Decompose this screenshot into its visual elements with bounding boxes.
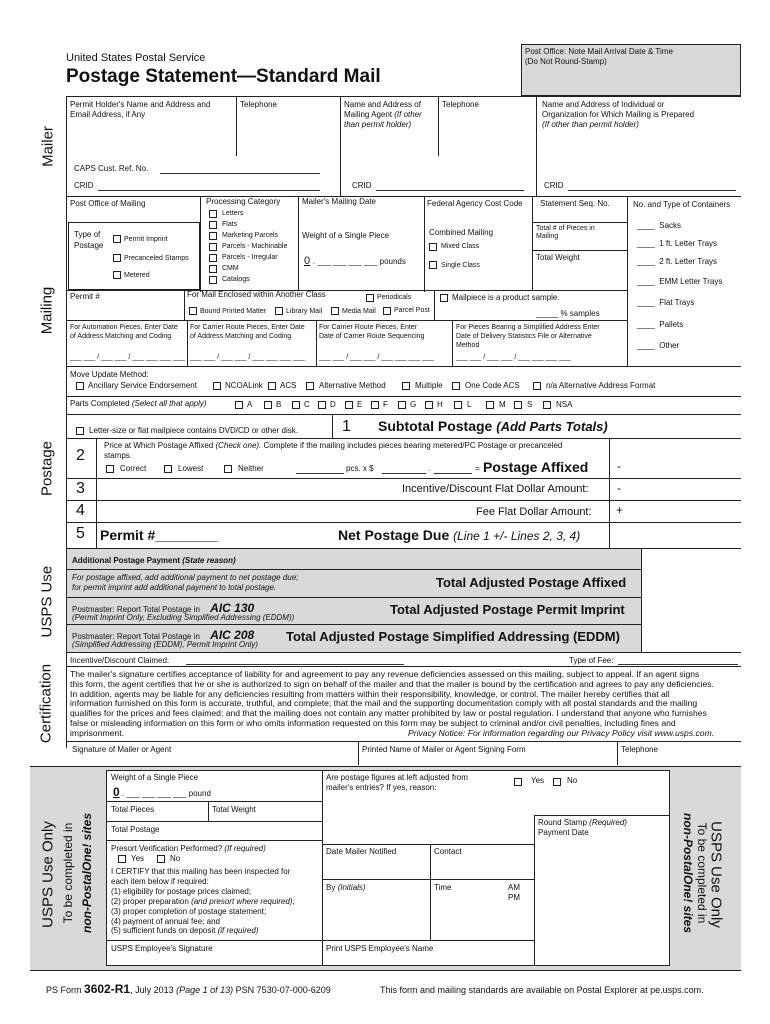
rule [532, 250, 627, 251]
lowest-label: Lowest [178, 464, 204, 473]
total-pieces-label-1: Total # of Pieces in [536, 225, 595, 232]
cert-line: false or misleading information on this form or who omits information requested on this form may be subject to criminal and/or civil penalties, including fines and [70, 717, 676, 728]
media-mail-checkbox[interactable] [331, 307, 339, 315]
rule [534, 815, 535, 966]
line-1-number: 1 [342, 418, 351, 435]
part-s-checkbox[interactable] [514, 401, 522, 409]
crid-field-2[interactable] [376, 190, 524, 191]
move-onecode-checkbox[interactable] [452, 382, 460, 390]
rule [66, 366, 741, 367]
single-class-checkbox[interactable] [429, 261, 437, 269]
rule [534, 815, 670, 816]
category-flats: Flats [222, 221, 238, 228]
move-ancillary-checkbox[interactable] [76, 382, 84, 390]
dvd-checkbox[interactable] [76, 427, 84, 435]
container-emm[interactable]: ____ EMM Letter Trays [637, 277, 723, 286]
rule [532, 222, 627, 223]
crid-label-3: CRID [544, 181, 564, 190]
total-pieces-label-2: Mailing [536, 233, 559, 240]
move-ancillary-label: Ancillary Service Endorsement [88, 381, 197, 390]
rule [609, 438, 610, 548]
presort-no-checkbox[interactable] [157, 855, 165, 863]
part-g-checkbox[interactable] [398, 401, 406, 409]
move-na-checkbox[interactable] [533, 382, 541, 390]
rule [66, 500, 741, 501]
usps-total-weight-label: Total Weight [212, 805, 256, 814]
lowest-checkbox[interactable] [164, 465, 172, 473]
precanceled-label: Precanceled Stamps [124, 255, 189, 262]
periodicals-checkbox[interactable] [366, 294, 374, 302]
move-multiple-checkbox[interactable] [402, 382, 410, 390]
periodicals-label: Periodicals [377, 294, 412, 301]
bound-printed-label: Bound Printed Matter [200, 308, 267, 315]
org-label-2: Organization for Which Mailing is Prepared [542, 110, 695, 119]
neither-label: Neither [238, 464, 264, 473]
presort-yes-label: Yes [131, 854, 145, 863]
rule [106, 821, 322, 822]
rule [322, 844, 534, 845]
agency-name: United States Postal Service [66, 52, 206, 64]
usps-only-side-right-2: To be completed in [695, 822, 709, 924]
category-checkbox-letters[interactable] [209, 210, 217, 218]
certify-line: I CERTIFY that this mailing has been inspected for [111, 867, 291, 876]
rule [66, 666, 741, 667]
total-adjusted-affixed: Total Adjusted Postage Affixed [436, 575, 627, 590]
rule [66, 414, 741, 415]
cert-line: this form, the agent certifies that he or she is authorized to sign on behalf of the mailer and that the mailer is bound by the certification and agrees to pay any deficiencies. [70, 678, 714, 689]
permit-imprint-checkbox[interactable] [113, 235, 121, 243]
part-nsa-checkbox[interactable] [543, 401, 551, 409]
price-field-2[interactable] [434, 473, 472, 474]
rule [438, 96, 439, 156]
section-label-mailer: Mailer [39, 126, 57, 167]
rule [424, 196, 425, 292]
post-office-label: Post Office of Mailing [70, 199, 146, 208]
adjusted-yes-label: Yes [531, 776, 545, 785]
line-5-number: 5 [76, 525, 85, 542]
correct-checkbox[interactable] [106, 465, 114, 473]
carrier-seq-label-2: Date of Carrier Route Sequencing [319, 333, 425, 340]
carrier-seq-label-1: For Carrier Route Pieces, Enter [319, 324, 418, 331]
part-b-label: B [276, 400, 282, 409]
postmaster-2: Postmaster: Report Total Postage in AIC 208 [72, 628, 255, 642]
library-mail-label: Library Mail [286, 308, 323, 315]
line-3-label: Incentive/Discount Flat Dollar Amount: [402, 483, 589, 495]
line-3-number: 3 [76, 480, 85, 497]
container-1ft[interactable]: ____ 1 ft. Letter Trays [637, 239, 718, 248]
section-label-usps-use: USPS Use [38, 565, 56, 638]
org-label-1: Name and Address of Individual or [542, 100, 665, 109]
part-l-label: L [467, 400, 472, 409]
enclosed-label: For Mail Enclosed within Another Class [187, 290, 326, 299]
carrier-date-label-2: of Address Matching and Coding [190, 333, 292, 340]
affixed-note-1: For postage affixed, add additional payment to net postage due; [72, 573, 299, 582]
postmaster-1: Postmaster: Report Total Postage in AIC 130 [72, 601, 255, 615]
type-of-fee-label: Type of Fee: [569, 656, 614, 665]
rule [536, 96, 537, 196]
product-sample-checkbox[interactable] [440, 294, 448, 302]
post-office-note-2: (Do Not Round-Stamp) [525, 57, 607, 66]
org-label-3: (If other than permit holder) [542, 120, 639, 129]
rule [106, 801, 322, 802]
price-dot: . [428, 464, 431, 473]
cert-telephone-label: Telephone [621, 745, 658, 754]
neither-checkbox[interactable] [224, 465, 232, 473]
by-initials-label: By (Initials) [326, 883, 366, 892]
move-ncoalink-checkbox[interactable] [213, 382, 221, 390]
move-acs-checkbox[interactable] [268, 382, 276, 390]
rule [532, 196, 533, 290]
usps-only-side-right-1: USPS Use Only [707, 821, 725, 928]
usps-only-side-right-3: non-PostalOne! sites [681, 812, 695, 934]
single-class-label: Single Class [441, 262, 480, 269]
affixed-note-2: for permit imprint add additional payment to total postage. [72, 583, 277, 592]
postage-affixed-label: Postage Affixed [483, 459, 589, 475]
rule [184, 290, 185, 320]
rule [187, 320, 188, 366]
payment-date-label: Payment Date [538, 828, 589, 837]
permit-holder-label-2: Email Address, if Any [70, 110, 146, 119]
part-a-checkbox[interactable] [235, 401, 243, 409]
weight-single-label: Weight of a Single Piece [302, 231, 390, 240]
adjusted-no-checkbox[interactable] [553, 778, 561, 786]
rule [617, 741, 618, 765]
part-f-label: F [383, 400, 388, 409]
category-checkbox-catalogs[interactable] [209, 276, 217, 284]
certify-line: (3) proper completion of postage statement; [111, 906, 267, 916]
move-multiple-label: Multiple [415, 381, 443, 390]
line-3-sign: - [617, 481, 621, 495]
mixed-class-checkbox[interactable] [429, 243, 437, 251]
mailers-date-label: Mailer's Mailing Date [302, 197, 376, 206]
date-notified-label: Date Mailer Notified [326, 847, 397, 856]
presort-label: Presort Verification Performed? (If required) [111, 844, 266, 853]
line-2-sign: - [617, 459, 621, 473]
round-stamp-label: Round Stamp (Required) [538, 818, 627, 827]
time-label: Time [434, 883, 452, 892]
telephone-label: Telephone [240, 100, 277, 109]
agent-label-2: Mailing Agent (If other [344, 110, 422, 119]
rule [66, 652, 741, 653]
category-checkbox-irregular[interactable] [209, 254, 217, 262]
certify-line: (4) payment of annual fee; and [111, 916, 220, 926]
rule [430, 844, 431, 940]
certify-line: each item below if required: [111, 876, 209, 886]
category-marketing: Marketing Parcels [222, 232, 279, 239]
crid-field-3[interactable] [568, 190, 736, 191]
total-adjusted-permit: Total Adjusted Postage Permit Imprint [390, 602, 625, 617]
rule [66, 522, 741, 523]
total-pieces-label: Total Pieces [111, 805, 155, 814]
telephone2-label: Telephone [442, 100, 479, 109]
auto-date-field[interactable]: ___ ___ / ___ ___ / ___ ___ ___ ___ [70, 354, 185, 361]
rule [322, 879, 534, 880]
adjusted-question-1: Are postage figures at left adjusted from [326, 773, 468, 782]
post-office-note-1: Post Office: Note Mail Arrival Date & Time [525, 47, 673, 56]
crid-label-2: CRID [352, 181, 372, 190]
am-label: AM [508, 883, 520, 892]
rule [66, 196, 741, 197]
line-2-text: Price at Which Postage Affixed (Check one). Complete if the mailing includes pieces bearing metered/PC Postage or precanceled [104, 441, 563, 450]
rule [627, 196, 628, 366]
category-checkbox-flats[interactable] [209, 221, 217, 229]
footer-form: PS Form 3602-R1, July 2013 (Page 1 of 13) PSN 7530-07-000-6209 [46, 982, 331, 996]
incentive-claimed-field[interactable] [186, 664, 404, 665]
container-sacks[interactable]: ____ Sacks [637, 221, 682, 230]
rule [452, 320, 453, 366]
part-nsa-label: NSA [556, 400, 573, 409]
rule [96, 438, 97, 548]
pm-label: PM [508, 893, 520, 902]
rule [200, 196, 201, 292]
rule [106, 840, 322, 841]
certify-text [111, 867, 295, 936]
part-c-checkbox[interactable] [292, 401, 300, 409]
media-mail-label: Media Mail [342, 308, 376, 315]
certify-line: (1) eligibility for postage prices claimed; [111, 886, 252, 896]
move-update-label: Move Update Method: [70, 370, 149, 379]
rule [66, 741, 741, 742]
part-h-checkbox[interactable] [425, 401, 433, 409]
rule [236, 96, 237, 156]
metered-label: Metered [124, 272, 150, 279]
rule [30, 970, 741, 971]
rule [340, 96, 341, 196]
category-machinable: Parcels - Machinable [222, 243, 288, 250]
rule [322, 770, 323, 966]
eq-sign: = [475, 464, 480, 473]
usps-only-side-left-3: non-PostalOne! sites [80, 812, 94, 934]
rule [332, 414, 333, 438]
line-4-number: 4 [76, 502, 85, 519]
type-of-postage-label-2: Postage [74, 241, 104, 250]
type-of-fee-field[interactable] [618, 664, 738, 665]
part-b-checkbox[interactable] [264, 401, 272, 409]
caps-label: CAPS Cust. Ref. No. [74, 164, 149, 173]
category-letters: Letters [222, 210, 244, 217]
simplified-label-1: For Pieces Bearing a Simplified Address Enter [456, 324, 600, 331]
simplified-label-3: Method [456, 342, 480, 349]
parcel-post-label: Parcel Post [394, 307, 430, 314]
printed-name-label: Printed Name of Mailer or Agent Signing Form [362, 745, 526, 754]
total-adjusted-eddm: Total Adjusted Postage Simplified Addressing (EDDM) [286, 629, 620, 644]
privacy-notice: Privacy Notice: For information regarding our Privacy Policy visit www.usps.com. [408, 728, 715, 738]
type-of-postage-label-1: Type of [74, 230, 101, 239]
auto-date-label-1: For Automation Pieces, Enter Date [70, 324, 178, 331]
rule [66, 320, 627, 321]
statement-seq-label: Statement Seq. No. [540, 199, 610, 208]
contact-label: Contact [434, 847, 462, 856]
processing-category-label: Processing Category [206, 197, 281, 206]
container-2ft[interactable]: ____ 2 ft. Letter Trays [637, 257, 718, 266]
rule [66, 624, 641, 625]
permit-no-label: Permit # [70, 292, 100, 301]
mixed-class-label: Mixed Class [441, 243, 480, 250]
rule [66, 597, 641, 598]
agent-label-4: than permit holder) [344, 120, 412, 129]
agent-label-1: Name and Address of [344, 100, 421, 109]
samples-field[interactable]: _____ % samples [536, 309, 600, 318]
rule [30, 766, 741, 767]
cert-line: In addition, agents may be liable for any deficiencies resulting from matters within their responsibility, knowledge, or control. The mailer hereby certifies that all [70, 688, 670, 699]
employee-signature-label: USPS Employee's Signature [111, 944, 213, 953]
category-catalogs: Catalogs [222, 276, 250, 283]
library-mail-checkbox[interactable] [275, 307, 283, 315]
adjusted-yes-checkbox[interactable] [514, 778, 522, 786]
permit-imprint-label: Permit Imprint [124, 236, 168, 243]
category-checkbox-machinable[interactable] [209, 243, 217, 251]
line-4-label: Fee Flat Dollar Amount: [476, 506, 592, 518]
section-label-certification: Certification [37, 663, 55, 744]
usps-only-side-left-2: To be completed in [61, 822, 75, 924]
rule [106, 940, 534, 941]
usps-weight-value[interactable]: 0 . ___ ___ ___ ___ pound [113, 785, 211, 799]
rule [66, 438, 741, 439]
permit-holder-label: Permit Holder's Name and Address and [70, 100, 211, 109]
carrier-date-label-1: For Carrier Route Pieces, Enter Date [190, 324, 305, 331]
parcel-post-checkbox[interactable] [383, 307, 391, 315]
bound-printed-checkbox[interactable] [189, 307, 197, 315]
additional-payment-label: Additional Postage Payment (State reason) [72, 556, 236, 565]
container-flat[interactable]: ____ Flat Trays [637, 298, 695, 307]
rule [66, 478, 741, 479]
cert-line: imprisonment. [70, 727, 124, 738]
adjusted-no-label: No [567, 776, 578, 785]
total-postage-label: Total Postage [111, 825, 160, 834]
rule [66, 569, 641, 570]
combined-mailing-label: Combined Mailing [429, 228, 494, 237]
part-g-label: G [410, 400, 417, 409]
auto-date-label-2: of Address Matching and Coding [70, 333, 172, 340]
product-sample-label: Mailpiece is a product sample. [452, 293, 560, 302]
presort-yes-checkbox[interactable] [118, 855, 126, 863]
print-employee-label: Print USPS Employee's Name [326, 944, 434, 953]
metered-checkbox[interactable] [113, 271, 121, 279]
line-4-sign: + [616, 503, 624, 517]
rule [641, 548, 642, 652]
category-checkbox-cmm[interactable] [209, 265, 217, 273]
part-s-label: S [527, 400, 533, 409]
line-5-permit[interactable]: Permit #________ [100, 527, 218, 543]
price-field[interactable] [382, 473, 426, 474]
category-checkbox-marketing[interactable] [209, 232, 217, 240]
adjusted-question-2: mailer's entries? If yes, reason: [326, 783, 437, 792]
rule [298, 196, 299, 290]
container-other[interactable]: ____ Other [637, 341, 680, 350]
correct-label: Correct [120, 464, 147, 473]
usps-weight-label: Weight of a Single Piece [111, 773, 199, 782]
pcs-label: pcs. x $ [346, 464, 374, 473]
certify-line: (5) sufficient funds on deposit (if required) [111, 926, 259, 936]
dvd-note: Letter-size or flat mailpiece contains DVD/CD or other disk. [89, 426, 298, 435]
cert-line: qualifies for the prices and fees claimed; and that the mailing does not contain any matter prohibited by law or postal regulation. I understand that anyone who furnishes [70, 708, 707, 719]
part-h-label: H [437, 400, 443, 409]
move-na-label: n/a Alternative Address Format [546, 381, 656, 390]
part-m-label: M [499, 400, 506, 409]
category-irregular: Parcels - Irregular [222, 254, 278, 261]
move-alternative-checkbox[interactable] [306, 382, 314, 390]
rule [434, 290, 435, 320]
rule [66, 396, 741, 397]
move-alternative-label: Alternative Method [319, 381, 386, 390]
simplified-field[interactable]: ___ ___ / ___ ___ / ___ ___ ___ ___ [456, 354, 571, 361]
move-acs-label: ACS [280, 381, 297, 390]
pcs-field[interactable] [296, 473, 344, 474]
part-c-label: C [304, 400, 310, 409]
part-e-label: E [357, 400, 363, 409]
category-cmm: CMM [222, 265, 239, 272]
carrier-seq-field[interactable]: ___ ___ / ___ ___ / ___ ___ ___ ___ [319, 354, 434, 361]
rule [316, 320, 317, 366]
rule [66, 96, 741, 97]
line-2-text-2: stamps. [104, 451, 133, 460]
precanceled-checkbox[interactable] [113, 254, 121, 262]
part-l-checkbox[interactable] [454, 401, 462, 409]
part-d-checkbox[interactable] [318, 401, 326, 409]
certify-line: (2) proper preparation (and presort where required); [111, 896, 295, 906]
crid-label-1: CRID [74, 181, 94, 190]
footer-right: This form and mailing standards are available on Postal Explorer at pe.usps.com. [380, 985, 704, 995]
postmaster-1-note: (Permit Imprint Only, Excluding Simplified Addressing (EDDM)) [72, 613, 295, 622]
postmaster-2-note: (Simplified Addressing (EDDM), Permit Imprint Only) [72, 640, 258, 649]
net-postage-due: Net Postage Due (Line 1 +/- Lines 2, 3, 4) [338, 527, 581, 543]
parts-completed-label: Parts Completed (Select all that apply) [70, 399, 207, 408]
form-title: Postage Statement—Standard Mail [66, 66, 381, 87]
containers-title: No. and Type of Containers [633, 200, 731, 209]
rule [208, 801, 209, 821]
part-e-checkbox[interactable] [345, 401, 353, 409]
section-label-mailing: Mailing [38, 286, 56, 335]
part-d-label: D [330, 400, 336, 409]
part-f-checkbox[interactable] [371, 401, 379, 409]
caps-field[interactable] [160, 173, 320, 174]
container-pallets[interactable]: ____ Pallets [637, 320, 684, 329]
crid-field-1[interactable] [98, 190, 320, 191]
move-ncoalink-label: NCOALink [225, 381, 263, 390]
total-weight-label: Total Weight [536, 253, 580, 262]
federal-code-label: Federal Agency Cost Code [427, 199, 523, 208]
weight-single-value[interactable]: 0 . ___ ___ ___ ___ pounds [304, 255, 406, 267]
presort-no-label: No [170, 854, 181, 863]
usps-only-side-left-1: USPS Use Only [39, 821, 57, 928]
line-1-label: Subtotal Postage (Add Parts Totals) [378, 418, 608, 434]
carrier-date-field[interactable]: ___ ___ / ___ ___ / ___ ___ ___ ___ [190, 354, 305, 361]
cert-line: information furnished on this form is accurate, truthful, and complete; that the mail and the supporting documentation comply with all postal standards and the mailing [70, 698, 698, 709]
signature-label: Signature of Mailer or Agent [72, 745, 172, 754]
rule [66, 290, 627, 291]
part-a-label: A [247, 400, 253, 409]
part-m-checkbox[interactable] [486, 401, 494, 409]
cert-line: The mailer's signature certifies acceptance of liability for and agreement to pay any revenue deficiencies assessed on this mailing, subject to appeal. If an agent signs [70, 669, 700, 679]
simplified-label-2: Date of Delivery Statistics File or Alternative [456, 333, 592, 340]
rule [358, 741, 359, 765]
move-onecode-label: One Code ACS [465, 381, 520, 390]
line-2-number: 2 [76, 447, 85, 464]
incentive-claimed-label: Incentive/Discount Claimed: [70, 656, 170, 665]
section-label-postage: Postage [38, 440, 56, 497]
